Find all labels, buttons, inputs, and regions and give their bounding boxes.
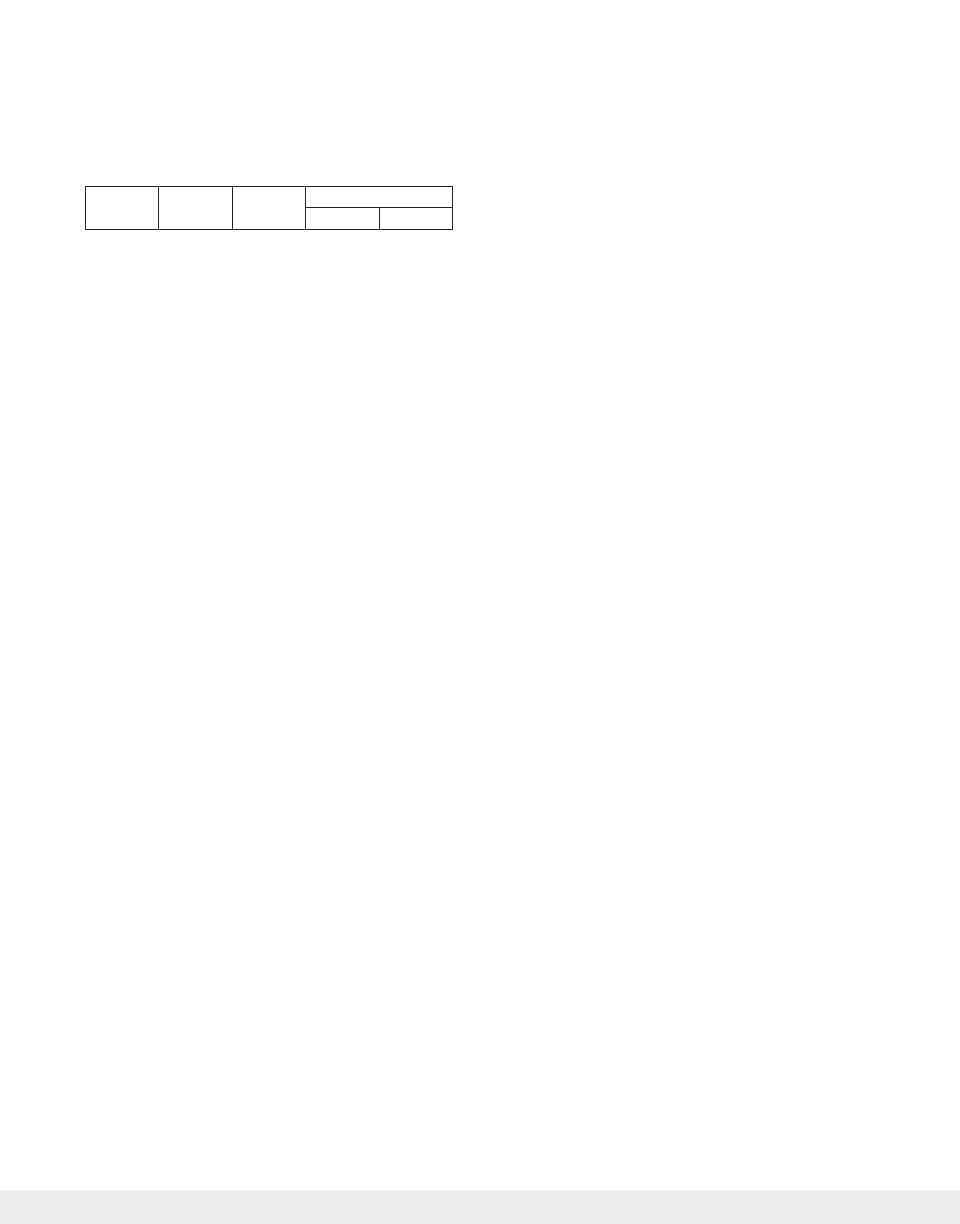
page-footer	[0, 1190, 960, 1224]
col-header-logp	[232, 187, 305, 230]
col-header-logk	[306, 187, 453, 208]
col-header-ssz	[86, 187, 159, 230]
data-table	[85, 186, 453, 230]
col-header-ph2	[306, 208, 379, 229]
col-header-ph105	[379, 208, 452, 229]
col-header-nev	[159, 187, 232, 230]
figure-scatter-plots	[492, 0, 960, 178]
